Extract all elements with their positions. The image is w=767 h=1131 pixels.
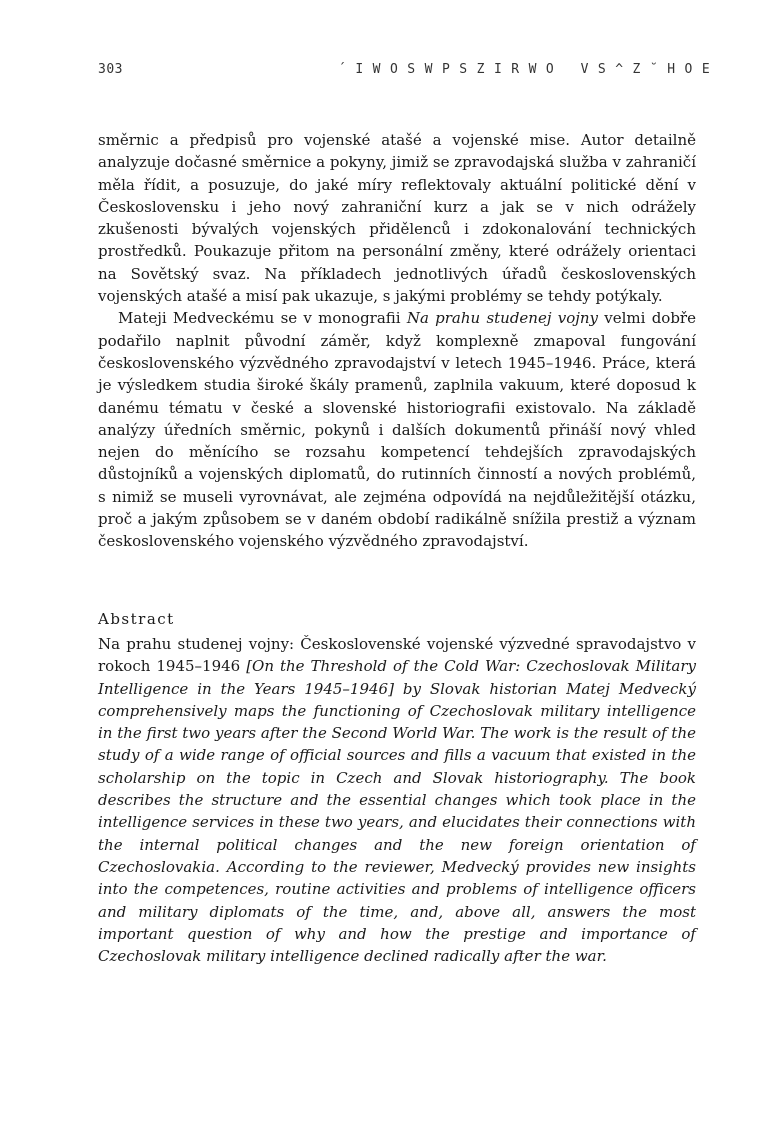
page-number: 303 (98, 62, 123, 77)
paragraph-2-rest: velmi dobře podařilo naplnit původní záměr, když komplexně zmapoval fungování československého výzvědného zpravodajství v letech 1945–1946. Práce, která je výsledkem studia široké škály pramenů, zaplnila vakuum, které doposud k danému tématu v české a slovenské historiografii existovalo. Na základě analýzy úředních směrnic, pokynů i dalších dokumentů přináší nový vhled nejen do měnícího se rozsahu kompetencí tehdejších zpravodajských důstojníků a vojenských diplomatů, do rutinních činností a nových problémů, s nimiž se museli vyrovnávat, ale zejména odpovídá na nejdůležitější otázku, proč a jakým způsobem se v daném období radikálně snížila prestiž a význam československého vojenského výzvědného zpravodajství. (98, 309, 696, 551)
abstract-heading: Abstract (98, 610, 175, 628)
abstract-body (98, 633, 696, 967)
review-body (98, 129, 696, 553)
body-paragraph-1: směrnic a předpisů pro vojenské atašé a vojenské mise. Autor detailně analyzuje dočasné směrnice a pokyny, jimiž se zpravodajská služba v zahraničí měla řídit, a posuzuje, do jaké míry reflektovaly aktuální politické dění v Československu i jeho nový zahraniční kurz a jak se v nich odrážely zkušenosti bývalých vojenských přidělenců i zdokonalování technických prostředků. Poukazuje přitom na personální změny, které odrážely orientaci na Sovětský svaz. Na příkladech jednotlivých úřadů československých vojenských atašé a misí pak ukazuje, s jakými problémy se tehdy potýkaly. (98, 131, 696, 306)
paragraph-2-lead: Mateji Medveckému se v monografii (118, 309, 407, 328)
book-title: Na prahu studenej vojny (406, 309, 599, 328)
abstract-lead: Na prahu studenej vojny: Československé vojenské výzvedné spravodajstvo v rokoch 1945–1946 (98, 635, 696, 676)
abstract-paragraph (98, 633, 696, 967)
body-paragraph-2 (98, 307, 696, 552)
running-header (98, 62, 758, 82)
running-title: ´IWOSWPSZIRWO VS^Z˘HOE (338, 62, 720, 77)
abstract-italic-text: [On the Threshold of the Cold War: Czechoslovak Military Intelligence in the Years 1945–1946] by Slovak historian Matej Medvecký comprehensively maps the functioning of Czechoslovak military intelligence in the first two years after the Second World War. The work is the result of the study of a wide range of official sources and fills a vacuum that existed in the scholarship on the topic in Czech and Slovak historiography. The book describes the structure and the essential changes which took place in the intelligence services in these two years, and elucidates their connections with the internal political changes and the new foreign orientation of Czechoslovakia. According to the reviewer, Medvecký provides new insights into the competences, routine activities and problems of intelligence officers and military diplomats of the time, and, above all, answers the most important question of why and how the prestige and importance of Czechoslovak military intelligence declined radically after the war. (98, 657, 696, 966)
